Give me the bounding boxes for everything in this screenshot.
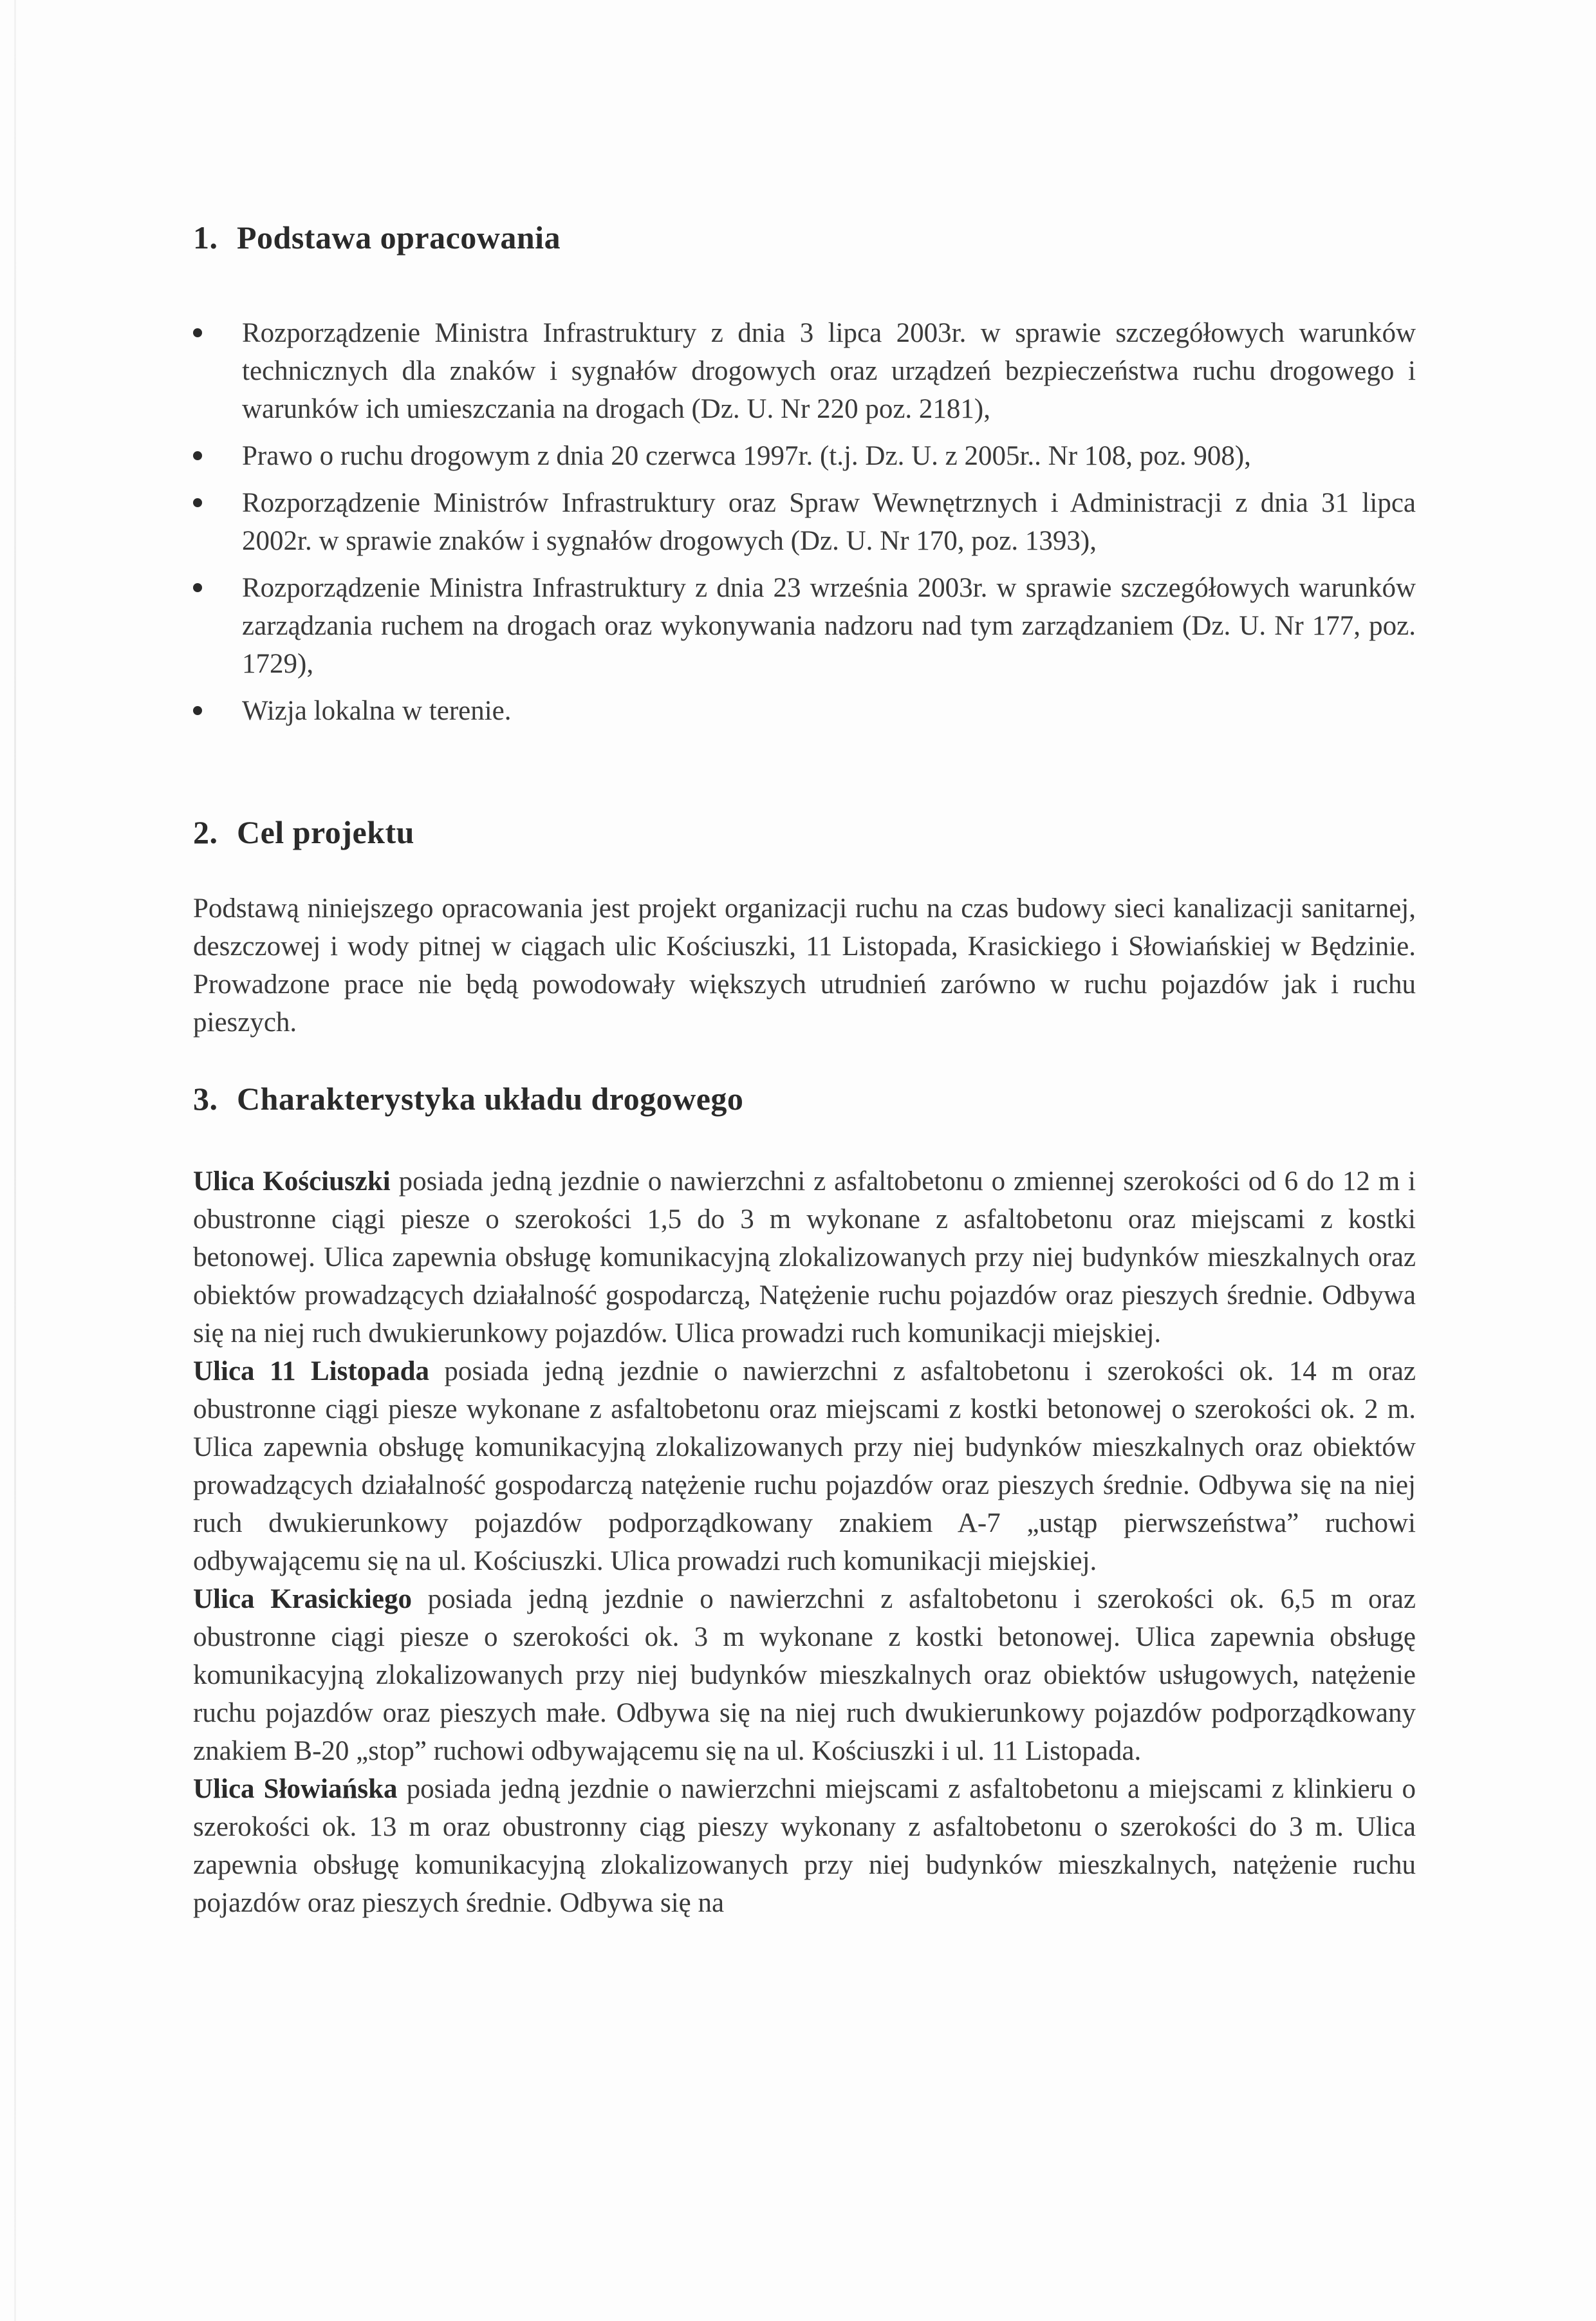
section-3-title: Charakterystyka układu drogowego bbox=[237, 1081, 744, 1117]
basis-item-text: Rozporządzenie Ministra Infrastruktury z dnia 3 lipca 2003r. w sprawie szczegółowych warunków technicznych dla znaków i sygnałów drogowych oraz urządzeń bezpieczeństwa ruchu drogowego i warunków ich umieszczania na drogach (Dz. U. Nr 220 poz. 2181), bbox=[242, 318, 1416, 424]
bullet-icon bbox=[193, 583, 202, 592]
street-description: posiada jedną jezdnie o nawierzchni z asfaltobetonu o zmiennej szerokości od 6 do 12 m i obustronne ciągi piesze o szerokości 1,5 do 3 m wykonane z asfaltobetonu oraz miejscami z kostki betonowej. Ulica zapewnia obsługę komunikacyjną zlokalizowanych przy niej budynków mieszkalnych oraz obiektów prowadzących działalność gospodarczą, Natężenie ruchu pojazdów oraz pieszych średnie. Odbywa się na niej ruch dwukierunkowy pojazdów. Ulica prowadzi ruch komunikacji miejskiej. bbox=[193, 1166, 1416, 1348]
street-paragraph-krasickiego bbox=[193, 1580, 1416, 1770]
bullet-icon bbox=[193, 498, 202, 507]
street-paragraph-slowianska bbox=[193, 1770, 1416, 1922]
basis-item-text: Wizja lokalna w terenie. bbox=[242, 696, 512, 726]
street-paragraph-kosciuszki bbox=[193, 1162, 1416, 1352]
basis-item-text: Rozporządzenie Ministra Infrastruktury z dnia 23 września 2003r. w sprawie szczegółowych warunków zarządzania ruchem na drogach oraz wykonywania nadzoru nad tym zarządzaniem (Dz. U. Nr 177, poz. 1729), bbox=[242, 573, 1416, 679]
basis-item-text: Rozporządzenie Ministrów Infrastruktury oraz Spraw Wewnętrznych i Administracji z dnia 31 lipca 2002r. w sprawie znaków i sygnałów drogowych (Dz. U. Nr 170, poz. 1393), bbox=[242, 488, 1416, 556]
basis-item bbox=[193, 484, 1416, 560]
street-name: Ulica Słowiańska bbox=[193, 1774, 398, 1804]
basis-item bbox=[193, 692, 1416, 730]
basis-item bbox=[193, 569, 1416, 683]
section-1-number: 1. bbox=[193, 219, 218, 256]
section-2-number: 2. bbox=[193, 814, 218, 850]
basis-item bbox=[193, 314, 1416, 428]
section-1-title: Podstawa opracowania bbox=[237, 219, 561, 256]
section-2-title: Cel projektu bbox=[237, 814, 414, 850]
street-description: posiada jedną jezdnie o nawierzchni z asfaltobetonu i szerokości ok. 14 m oraz obustronne ciągi piesze wykonane z asfaltobetonu oraz miejscami z kostki betonowej o szerokości ok. 2 m. Ulica zapewnia obsługę komunikacyjną zlokalizowanych przy niej budynków mieszkalnych oraz obiektów prowadzących działalność gospodarczą natężenie ruchu pojazdów oraz pieszych średnie. Odbywa się na niej ruch dwukierunkowy pojazdów podporządkowany znakiem A-7 „ustąp pierwszeństwa” ruchowi odbywającemu się na ul. Kościuszki. Ulica prowadzi ruch komunikacji miejskiej. bbox=[193, 1356, 1416, 1576]
section-1-heading bbox=[193, 219, 1416, 256]
basis-list bbox=[193, 314, 1416, 730]
document-content bbox=[193, 219, 1416, 1922]
basis-item bbox=[193, 437, 1416, 475]
section-3-heading bbox=[193, 1080, 1416, 1117]
street-name: Ulica Kościuszki bbox=[193, 1166, 391, 1197]
street-description: posiada jedną jezdnie o nawierzchni z asfaltobetonu i szerokości ok. 6,5 m oraz obustronne ciągi piesze o szerokości ok. 3 m wykonane z kostki betonowej. Ulica zapewnia obsługę komunikacyjną zlokalizowanych przy niej budynków mieszkalnych oraz obiektów usługowych, natężenie ruchu pojazdów oraz pieszych małe. Odbywa się na niej ruch dwukierunkowy pojazdów podporządkowany znakiem B-20 „stop” ruchowi odbywającemu się na ul. Kościuszki i ul. 11 Listopada. bbox=[193, 1584, 1416, 1766]
street-paragraph-11-listopada bbox=[193, 1352, 1416, 1580]
basis-item-text: Prawo o ruchu drogowym z dnia 20 czerwca 1997r. (t.j. Dz. U. z 2005r.. Nr 108, poz. 908), bbox=[242, 441, 1251, 471]
section-3-number: 3. bbox=[193, 1081, 218, 1117]
section-2-heading bbox=[193, 814, 1416, 851]
bullet-icon bbox=[193, 328, 202, 337]
section-2-paragraph: Podstawą niniejszego opracowania jest projekt organizacji ruchu na czas budowy sieci kanalizacji sanitarnej, deszczowej i wody pitnej w ciągach ulic Kościuszki, 11 Listopada, Krasickiego i Słowiańskiej w Będzinie. Prowadzone prace nie będą powodowały większych utrudnień zarówno w ruchu pojazdów jak i ruchu pieszych. bbox=[193, 893, 1416, 1038]
street-name: Ulica 11 Listopada bbox=[193, 1356, 430, 1386]
bullet-icon bbox=[193, 706, 202, 715]
bullet-icon bbox=[193, 451, 202, 460]
street-name: Ulica Krasickiego bbox=[193, 1584, 412, 1614]
scan-edge bbox=[14, 0, 16, 2321]
street-description: posiada jedną jezdnie o nawierzchni miejscami z asfaltobetonu a miejscami z klinkieru o szerokości ok. 13 m oraz obustronny ciąg pieszy wykonany z asfaltobetonu o szerokości do 3 m. Ulica zapewnia obsługę komunikacyjną zlokalizowanych przy niej budynków mieszkalnych, natężenie ruchu pojazdów oraz pieszych średnie. Odbywa się na bbox=[193, 1774, 1416, 1918]
